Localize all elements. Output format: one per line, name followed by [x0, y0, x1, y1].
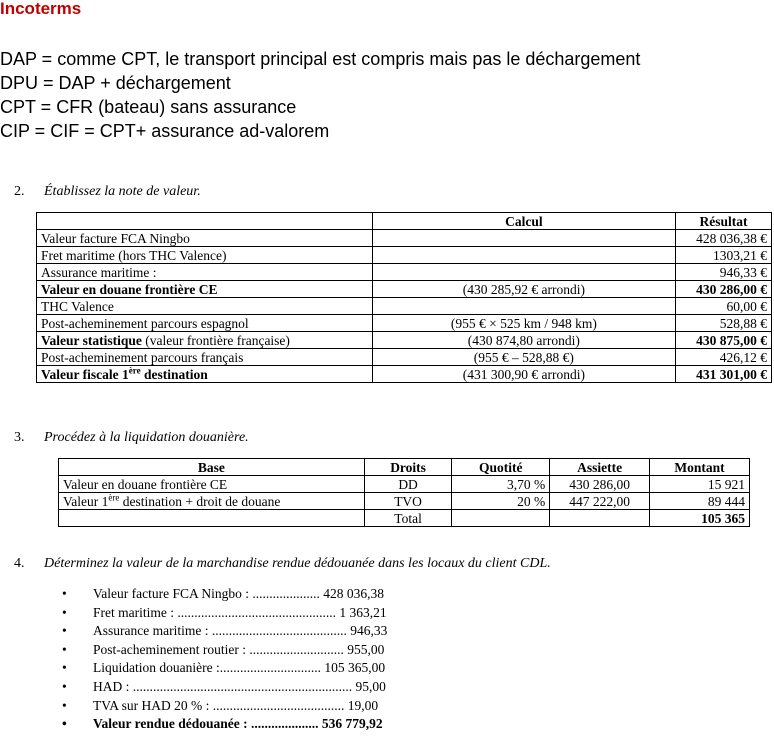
row-base [59, 493, 365, 510]
row-calc: (430 874,80 arrondi) [372, 332, 675, 349]
table-row [37, 298, 772, 315]
definition-dap: DAP = comme CPT, le transport principal est compris mais pas le déchargement [0, 49, 641, 69]
list-item-text: Assurance maritime : ........................................ 946,33 [93, 623, 388, 639]
table-row [37, 349, 772, 366]
row-label [37, 332, 373, 349]
empty-cell [550, 510, 650, 527]
row-label-pre: Valeur fiscale 1 [41, 366, 129, 382]
definition-cpt: CPT = CFR (bateau) sans assurance [0, 97, 297, 117]
row-quotite: 3,70 % [452, 476, 550, 493]
row-result: 528,88 € [676, 315, 772, 332]
header-cell: Base [59, 459, 365, 476]
row-calc [372, 264, 675, 281]
list-item-total [62, 715, 387, 734]
header-cell: Quotité [452, 459, 550, 476]
page-title: Incoterms [0, 0, 82, 18]
bullet-icon: • [62, 586, 67, 601]
list-item [62, 641, 387, 660]
table-row [59, 476, 750, 493]
row-base-post: destination + droit de douane [119, 493, 281, 509]
row-assiette: 430 286,00 [550, 476, 650, 493]
list-item-text: Valeur rendue dédouanée : .................... 536 779,92 [93, 716, 383, 732]
row-result: 431 301,00 € [676, 366, 772, 383]
question-text: Établissez la note de valeur. [44, 184, 201, 199]
list-item-text: Valeur facture FCA Ningbo : .................... 428 036,38 [93, 586, 384, 601]
list-item [62, 585, 387, 604]
incoterm-definitions [0, 47, 640, 143]
row-label: Fret maritime (hors THC Valence) [37, 247, 373, 264]
row-result: 1303,21 € [676, 247, 772, 264]
table-row [37, 247, 772, 264]
table-row [37, 230, 772, 247]
row-result: 430 875,00 € [676, 332, 772, 349]
row-calc [372, 298, 675, 315]
row-assiette: 447 222,00 [550, 493, 650, 510]
row-montant: 15 921 [650, 476, 750, 493]
list-item-text: TVA sur HAD 20 % : ....................................... 19,00 [93, 697, 379, 713]
value-note-table [36, 212, 772, 383]
list-item-text: Post-acheminement routier : ............................ 955,00 [93, 641, 385, 657]
list-item-text: Liquidation douanière :.............................. 105 365,00 [93, 660, 386, 676]
row-label-post: destination [140, 366, 208, 382]
header-cell: Droits [364, 459, 452, 476]
bullet-icon: • [62, 697, 67, 713]
row-label-bold: Valeur statistique [41, 332, 142, 348]
question-text: Déterminez la valeur de la marchandise rendue dédouanée dans les locaux du client CDL. [44, 556, 551, 571]
row-label-sup: ère [128, 365, 141, 375]
row-base-sup: ère [108, 492, 120, 502]
question-3 [14, 430, 249, 446]
header-cell: Résultat [676, 213, 772, 230]
list-item-text: Fret maritime : ............................................... 1 363,21 [93, 604, 387, 620]
table-row [37, 332, 772, 349]
bullet-icon: • [62, 678, 67, 694]
customs-liquidation-table [58, 458, 750, 527]
row-base: Valeur en douane frontière CE [59, 476, 365, 493]
row-label: Valeur facture FCA Ningbo [37, 230, 373, 247]
row-droits: TVO [364, 493, 452, 510]
bullet-icon: • [62, 716, 67, 732]
summary-list [62, 585, 387, 734]
row-label [37, 366, 373, 383]
row-result: 946,33 € [676, 264, 772, 281]
row-result: 60,00 € [676, 298, 772, 315]
row-calc: (955 € – 528,88 €) [372, 349, 675, 366]
question-text: Procédez à la liquidation douanière. [44, 430, 249, 445]
row-quotite: 20 % [452, 493, 550, 510]
row-calc [372, 247, 675, 264]
bullet-icon: • [62, 660, 67, 676]
definition-dpu: DPU = DAP + déchargement [0, 73, 231, 93]
row-label: Valeur en douane frontière CE [37, 281, 373, 298]
row-result: 426,12 € [676, 349, 772, 366]
row-base-pre: Valeur 1 [63, 493, 109, 509]
row-calc: (431 300,90 € arrondi) [372, 366, 675, 383]
table-row [37, 315, 772, 332]
definition-cip: CIP = CIF = CPT+ assurance ad-valorem [0, 121, 330, 141]
row-label: Post-acheminement parcours espagnol [37, 315, 373, 332]
question-number: 3. [14, 430, 25, 445]
table-row [37, 264, 772, 281]
header-cell [37, 213, 373, 230]
bullet-icon: • [62, 641, 67, 657]
list-item [62, 604, 387, 623]
header-cell: Assiette [550, 459, 650, 476]
row-label-rest: (valeur frontière française) [141, 332, 290, 348]
row-montant: 89 444 [650, 493, 750, 510]
list-item [62, 622, 387, 641]
list-item [62, 678, 387, 697]
header-cell: Calcul [372, 213, 675, 230]
row-calc [372, 230, 675, 247]
row-calc: (955 € × 525 km / 948 km) [372, 315, 675, 332]
question-number: 4. [14, 556, 25, 571]
total-label: Total [364, 510, 452, 527]
row-result: 428 036,38 € [676, 230, 772, 247]
table-header-row [37, 213, 772, 230]
empty-cell [452, 510, 550, 527]
table-total-row [59, 510, 750, 527]
bullet-icon: • [62, 623, 67, 639]
question-number: 2. [14, 184, 25, 199]
row-result: 430 286,00 € [676, 281, 772, 298]
question-2 [14, 184, 201, 200]
list-item [62, 659, 387, 678]
table-row [59, 493, 750, 510]
question-4 [14, 556, 551, 572]
bullet-icon: • [62, 604, 67, 620]
list-item-text: HAD : ................................................................. 95,00 [93, 678, 386, 694]
row-label: Post-acheminement parcours français [37, 349, 373, 366]
table-header-row [59, 459, 750, 476]
list-item [62, 697, 387, 716]
row-droits: DD [364, 476, 452, 493]
empty-cell [59, 510, 365, 527]
row-label: THC Valence [37, 298, 373, 315]
row-label: Assurance maritime : [37, 264, 373, 281]
row-calc: (430 285,92 € arrondi) [372, 281, 675, 298]
table-row [37, 281, 772, 298]
table-row [37, 366, 772, 383]
header-cell: Montant [650, 459, 750, 476]
total-value: 105 365 [650, 510, 750, 527]
